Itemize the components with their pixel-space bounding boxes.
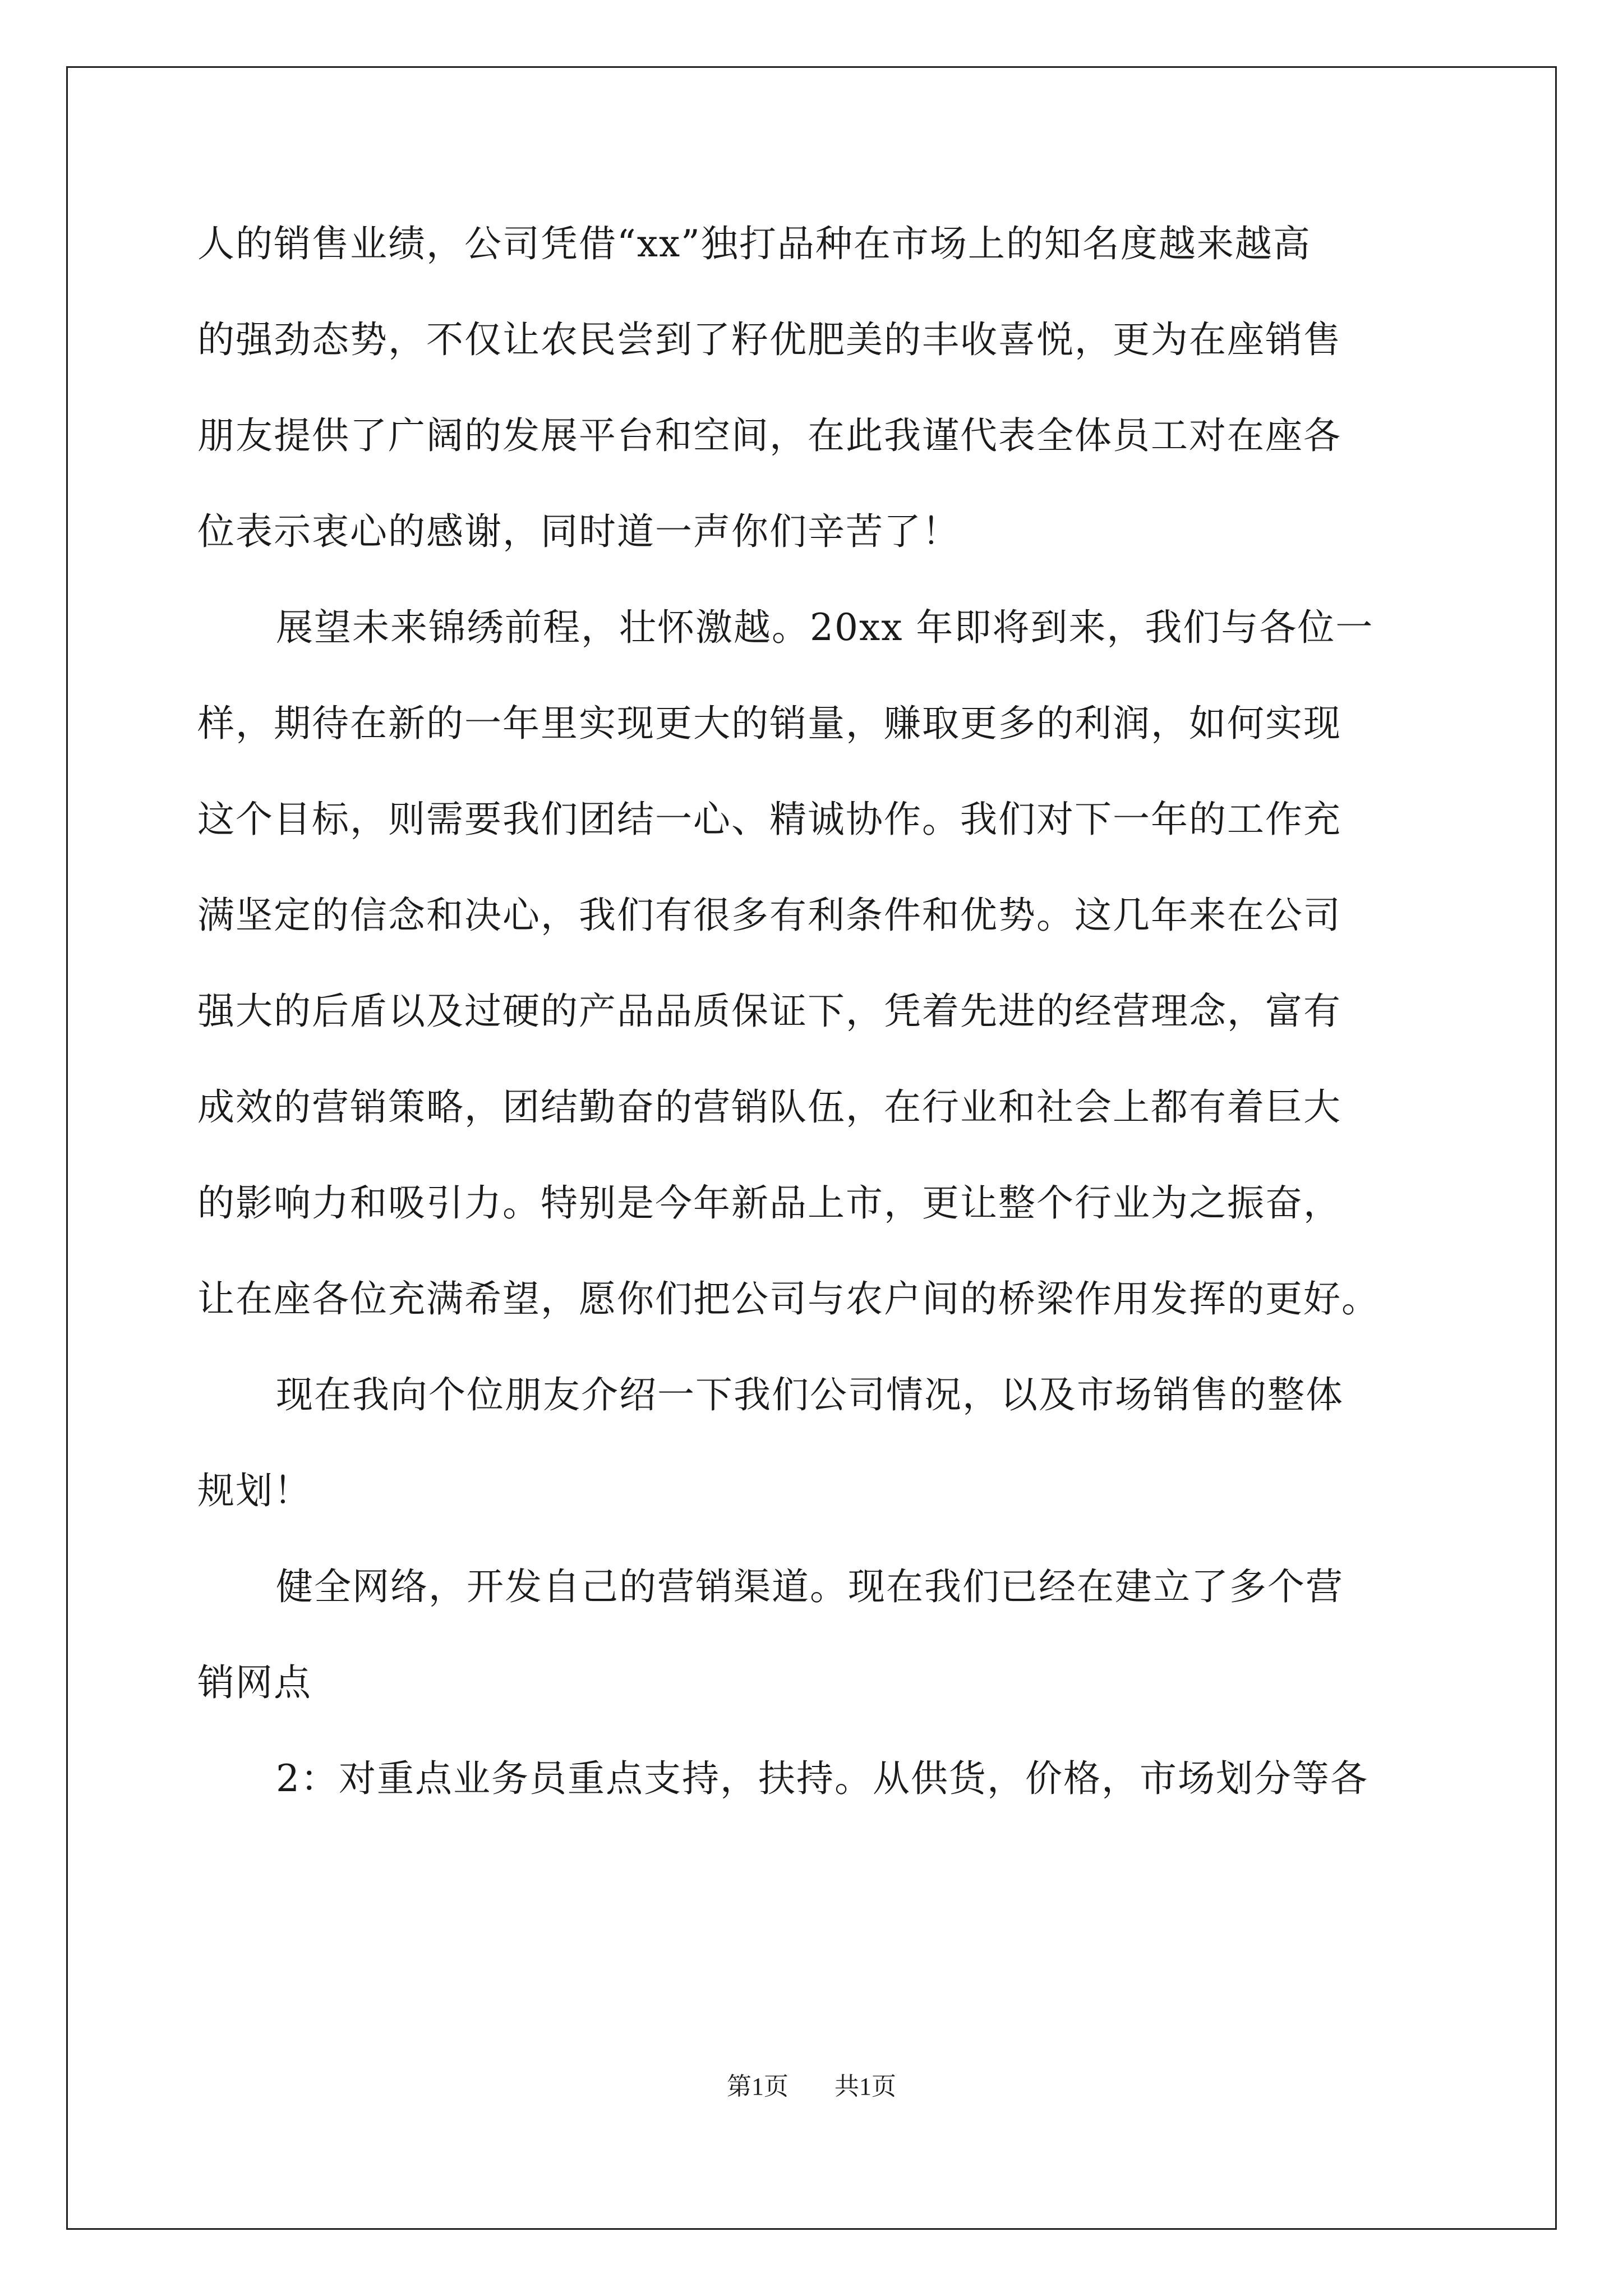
paragraph-first-line: 健全网络，开发自己的营销渠道。现在我们已经在建立了多个营 [276, 1565, 1344, 1608]
text-line: 销网点 [197, 1661, 312, 1704]
text-line: 位表示衷心的感谢，同时道一声你们辛苦了！ [197, 510, 960, 553]
text-line: 这个目标，则需要我们团结一心、精诚协作。我们对下一年的工作充 [197, 798, 1341, 841]
paragraph-first-line: 2：对重点业务员重点支持，扶持。从供货，价格，市场划分等各 [276, 1757, 1368, 1800]
page-number-current: 第1页 [727, 2073, 789, 2100]
text-line: 人的销售业绩，公司凭借“xx”独打品种在市场上的知名度越来越高 [197, 222, 1311, 265]
page-number-total: 共1页 [834, 2073, 896, 2100]
page-footer [0, 2070, 1623, 2104]
text-line: 的影响力和吸引力。特别是今年新品上市，更让整个行业为之振奋， [197, 1181, 1341, 1225]
paragraph-first-line: 现在我向个位朋友介绍一下我们公司情况，以及市场销售的整体 [276, 1373, 1344, 1416]
text-line: 样，期待在新的一年里实现更大的销量，赚取更多的利润，如何实现 [197, 702, 1341, 745]
paragraph-first-line: 展望未来锦绣前程，壮怀激越。20xx 年即将到来，我们与各位一 [276, 606, 1374, 649]
text-line: 强大的后盾以及过硬的产品品质保证下，凭着先进的经营理念，富有 [197, 990, 1341, 1033]
text-line: 满坚定的信念和决心，我们有很多有利条件和优势。这几年来在公司 [197, 894, 1341, 937]
text-line: 让在座各位充满希望，愿你们把公司与农户间的桥梁作用发挥的更好。 [197, 1277, 1380, 1320]
text-line: 成效的营销策略，团结勤奋的营销队伍，在行业和社会上都有着巨大 [197, 1085, 1341, 1129]
text-line: 的强劲态势，不仅让农民尝到了籽优肥美的丰收喜悦，更为在座销售 [197, 318, 1341, 361]
text-line: 规划！ [197, 1469, 312, 1512]
document-body [197, 213, 1431, 1844]
text-line: 朋友提供了广阔的发展平台和空间，在此我谨代表全体员工对在座各 [197, 414, 1341, 457]
